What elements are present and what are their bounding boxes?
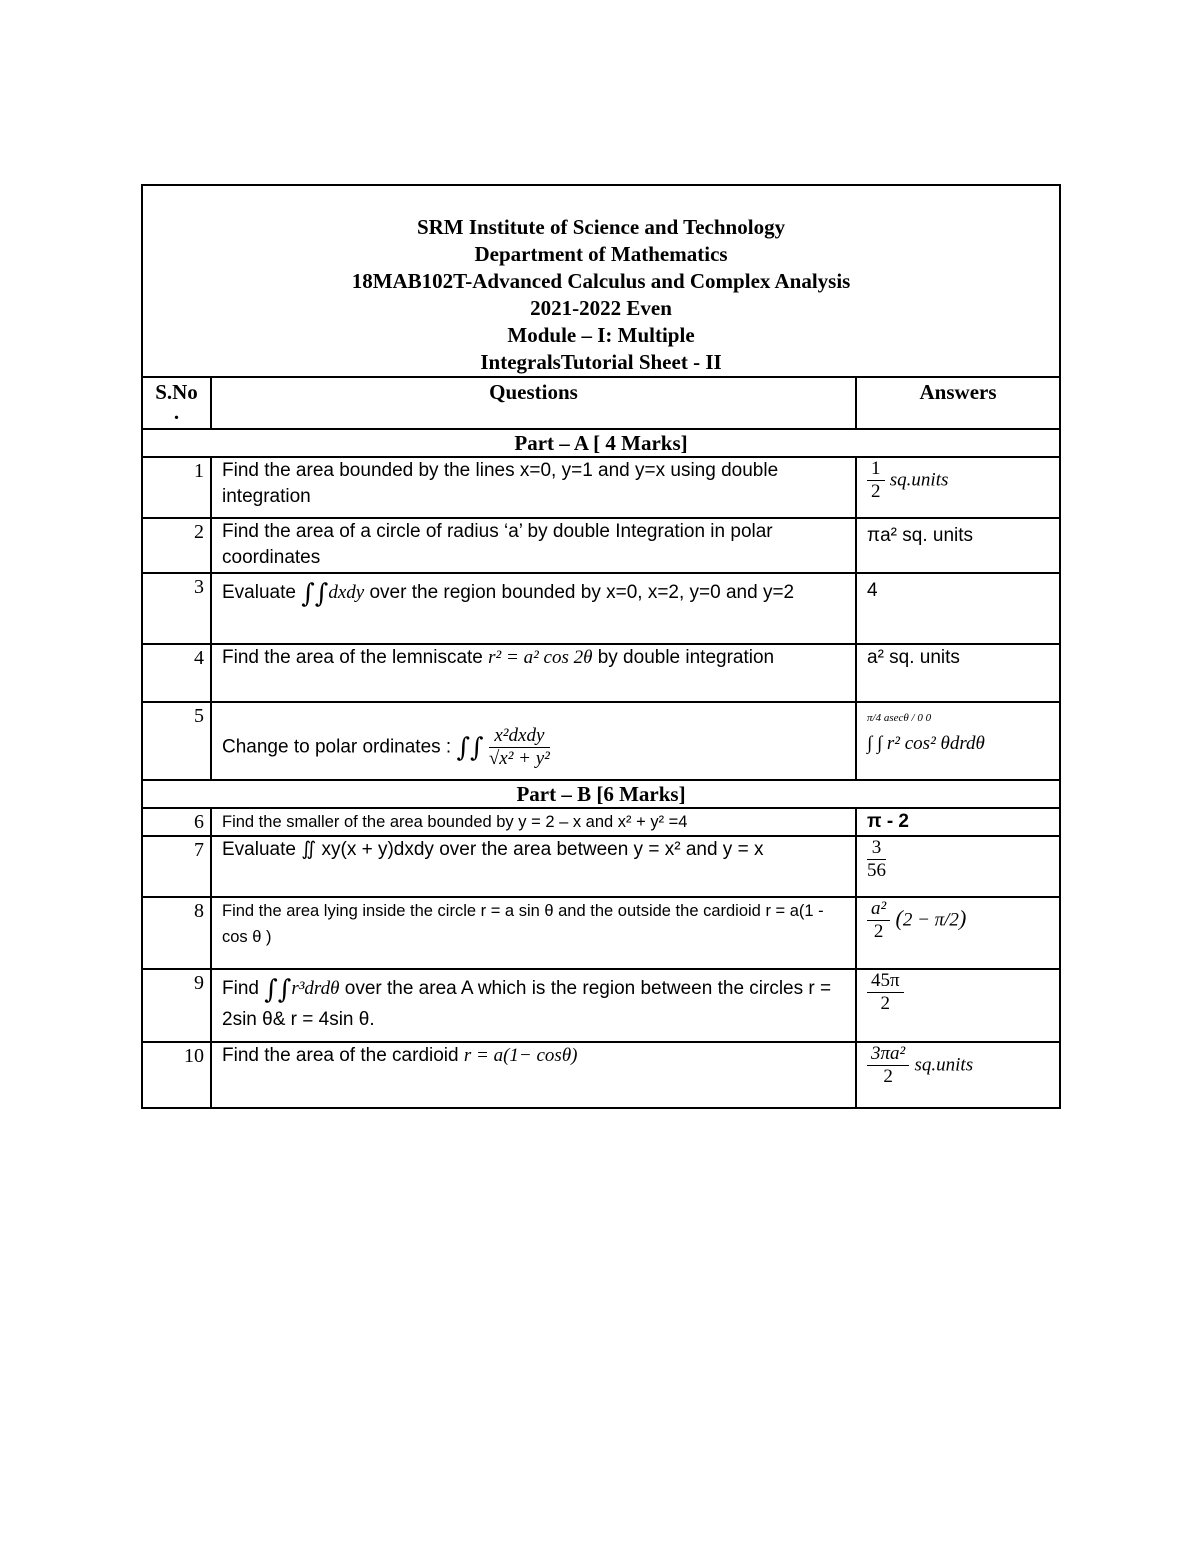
answer-unit: sq.units <box>889 469 949 491</box>
question-text: Evaluate ∫∫dxdy over the region bounded by x=0, x=2, y=0 and y=2 <box>211 573 856 644</box>
table-row <box>142 836 1060 897</box>
answer-cell <box>856 969 1060 1042</box>
question-number: 9 <box>142 969 211 1042</box>
answer-cell <box>856 836 1060 897</box>
answer-cell <box>856 1042 1060 1108</box>
academic-year: 2021-2022 Even <box>530 296 672 320</box>
answer-fraction: $\frac{3}{56}$ <box>867 837 886 881</box>
answer-fraction: $\frac{\text{3πa²}}{2}$ <box>867 1043 909 1088</box>
question-text: Find the area of the lemniscate r² = a² cos 2θ by double integration <box>211 644 856 702</box>
column-header-answers: Answers <box>856 377 1060 429</box>
question-number: 4 <box>142 644 211 702</box>
answer-fraction: $\frac{1}{2}$ <box>867 458 885 503</box>
question-text: Find ∫∫r³drdθ over the area A which is the region between the circles r = 2sin θ& r = 4sin θ. <box>211 969 856 1042</box>
column-header-questions: Questions <box>211 377 856 429</box>
question-text: Find the area lying inside the circle r = a sin θ and the outside the cardioid r = a(1 - cos θ ) <box>211 897 856 969</box>
question-text: Find the smaller of the area bounded by y = 2 – x and x² + y² =4 <box>211 808 856 836</box>
question-number: 3 <box>142 573 211 644</box>
table-row <box>142 457 1060 518</box>
question-text: Evaluate ∬ xy(x + y)dxdy over the area between y = x² and y = x <box>211 836 856 897</box>
table-row <box>142 897 1060 969</box>
question-text: Change to polar ordinates : ∫∫ $\frac{\text{x²dxdy}}{\text{√x² + y²}}$ <box>211 702 856 780</box>
table-row <box>142 518 1060 573</box>
question-text: Find the area bounded by the lines x=0, y=1 and y=x using double integration <box>211 457 856 518</box>
table-row <box>142 573 1060 644</box>
question-number: 5 <box>142 702 211 780</box>
question-number: 2 <box>142 518 211 573</box>
answer-text: πa² sq. units <box>856 518 1060 573</box>
answer-text: π - 2 <box>856 808 1060 836</box>
department-name: Department of Mathematics <box>474 242 728 266</box>
answer-cell <box>856 457 1060 518</box>
column-header-sno: S.No . <box>142 377 211 429</box>
answer-paren: 2 − π/2 <box>902 909 959 931</box>
table-row <box>142 644 1060 702</box>
tutorial-sheet-table <box>141 184 1061 1109</box>
question-number: 8 <box>142 897 211 969</box>
answer-text: π/4 asecθ / 0 0 ∫ ∫ r² cos² θdrdθ <box>856 702 1060 780</box>
table-row <box>142 702 1060 780</box>
question-number: 7 <box>142 836 211 897</box>
question-number: 1 <box>142 457 211 518</box>
table-row <box>142 808 1060 836</box>
answer-fraction: $\frac{\text{a²}}{2}$ <box>867 898 890 943</box>
question-text: Find the area of a circle of radius ‘a’ by double Integration in polar coordinates <box>211 518 856 573</box>
integral-limits: ∫∫ <box>456 733 484 763</box>
answer-unit: sq.units <box>914 1054 974 1076</box>
answer-cell: $\frac{\text{a²}}{2}$ (2 − π/2) <box>856 897 1060 969</box>
course-title: 18MAB102T-Advanced Calculus and Complex Analysis <box>351 269 851 293</box>
question-text: Find the area of the cardioid r = a(1− cosθ) <box>211 1042 856 1108</box>
module-title: Module – I: Multiple <box>507 323 695 347</box>
sheet-header <box>142 185 1060 377</box>
table-row <box>142 969 1060 1042</box>
institute-name: SRM Institute of Science and Technology <box>416 215 786 239</box>
question-number: 10 <box>142 1042 211 1108</box>
answer-fraction: $\frac{45\pi}{2}$ <box>867 970 904 1015</box>
answer-text: 4 <box>856 573 1060 644</box>
part-b-heading: Part – B [6 Marks] <box>142 780 1060 808</box>
sheet-title: IntegralsTutorial Sheet - II <box>480 350 722 374</box>
table-row <box>142 1042 1060 1108</box>
part-a-heading: Part – A [ 4 Marks] <box>142 429 1060 457</box>
integrand-fraction: $\frac{\text{x²dxdy}}{\text{√x² + y²}}$ <box>488 725 550 769</box>
question-number: 6 <box>142 808 211 836</box>
answer-text: a² sq. units <box>856 644 1060 702</box>
